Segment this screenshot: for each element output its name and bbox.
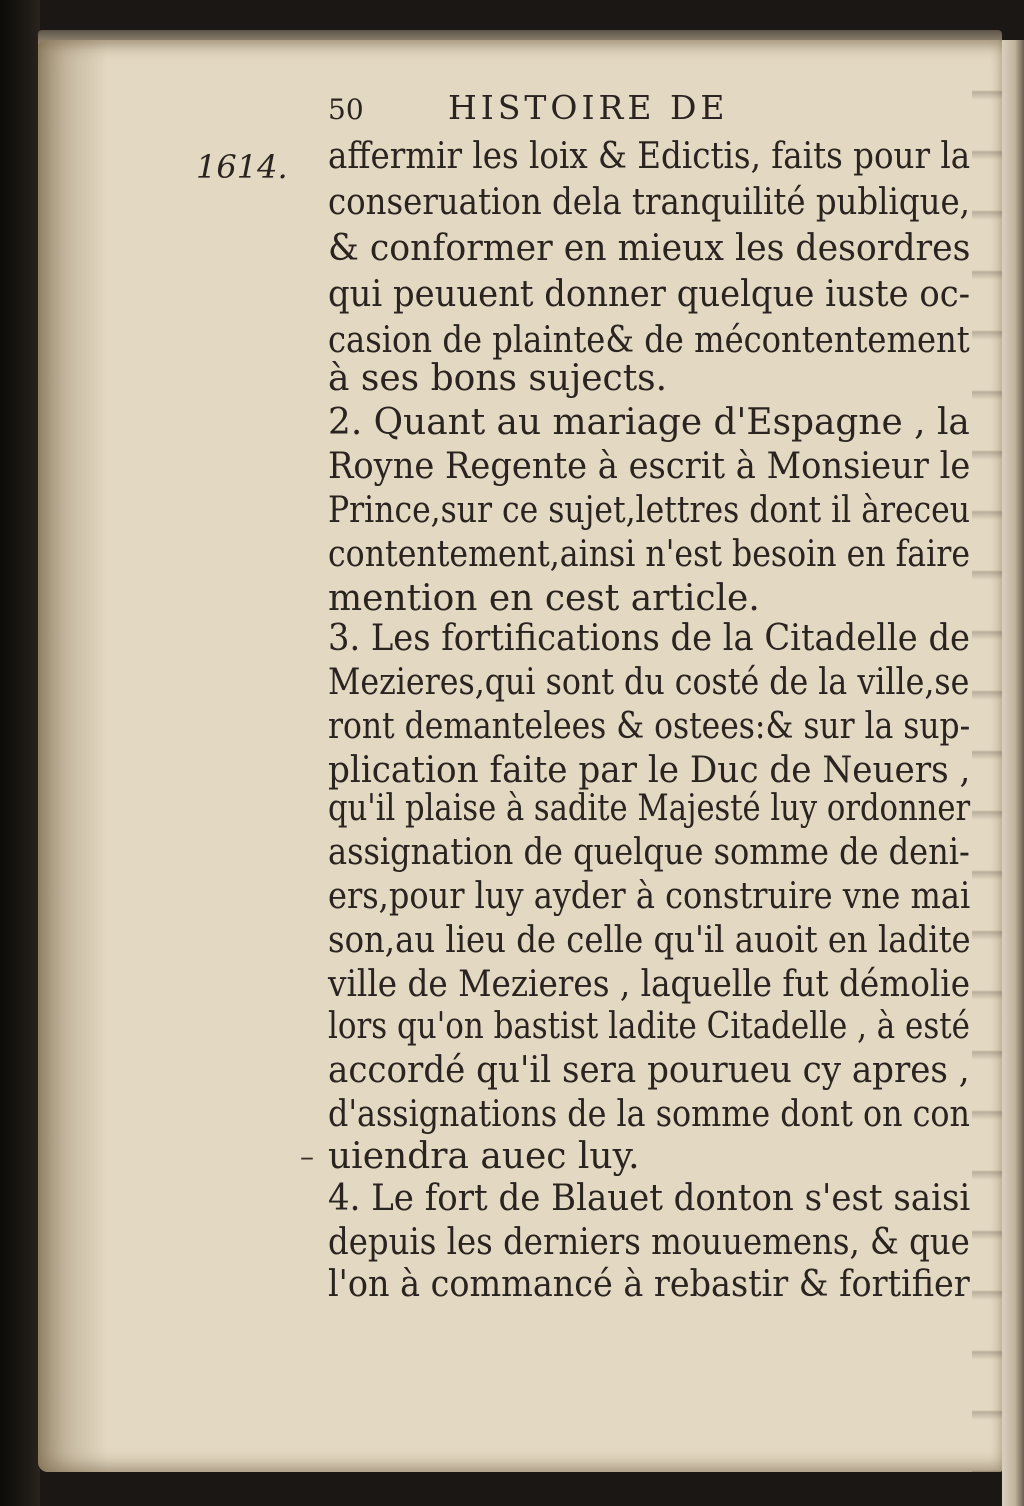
book-binding <box>0 0 40 1506</box>
text-line: & conformer en mieux les desordres <box>328 228 971 269</box>
page-number: 50 <box>328 93 364 126</box>
text-line: à ses bons sujects. <box>328 358 668 399</box>
text-line: depuis les derniers mouuemens, & que <box>328 1222 970 1263</box>
text-line: qui peuuent donner quelque iuste oc- <box>328 274 971 315</box>
text-line: assignation de quelque somme de deni- <box>328 832 970 873</box>
text-line: conseruation dela tranquilité publique, <box>328 182 970 223</box>
text-line: ers,pour luy ayder à construire vne mai <box>328 876 971 917</box>
text-line: 4. Le fort de Blauet donton s'est saisi <box>328 1178 971 1219</box>
text-line: 3. Les fortifications de la Citadelle de <box>328 618 971 659</box>
text-line: Mezieres,qui sont du costé de la ville,se <box>328 662 970 703</box>
text-line: mention en cest article. <box>328 578 760 619</box>
text-line: lors qu'on bastist ladite Citadelle , à esté <box>328 1006 970 1047</box>
text-line: affermir les loix & Edictis, faits pour la <box>328 136 971 177</box>
text-line: 2. Quant au mariage d'Espagne , la <box>328 402 970 443</box>
running-head <box>328 88 729 138</box>
text-line: casion de plainte& de mécontentement <box>328 320 970 361</box>
text-line: son,au lieu de celle qu'il auoit en ladite <box>328 920 971 961</box>
gutter-shadow <box>38 40 108 1472</box>
text-line: ront demantelees & ostees:& sur la sup- <box>328 706 971 747</box>
text-line: uiendra auec luy. <box>328 1136 640 1177</box>
text-line: Royne Regente à escrit à Monsieur le <box>328 446 971 487</box>
text-line: plication faite par le Duc de Neuers , <box>328 750 971 791</box>
margin-year-note: 1614. <box>196 148 288 186</box>
text-line: qu'il plaise à sadite Majesté luy ordonner <box>328 788 971 829</box>
text-line: ville de Mezieres , laquelle fut démolie <box>328 964 971 1005</box>
text-line: Prince,sur ce sujet,lettres dont il àreceu <box>328 490 971 531</box>
page-bleed <box>972 40 1002 1472</box>
text-line: d'assignations de la somme dont on con <box>328 1094 970 1135</box>
margin-dash-mark: – <box>300 1140 314 1173</box>
page-right-edge <box>1002 40 1024 1506</box>
text-line: contentement,ainsi n'est besoin en faire <box>328 534 971 575</box>
text-line: l'on à commancé à rebastir & fortifier <box>328 1264 970 1305</box>
text-line: accordé qu'il sera pourueu cy apres , <box>328 1050 970 1091</box>
running-title: HISTOIRE DE <box>448 88 729 127</box>
